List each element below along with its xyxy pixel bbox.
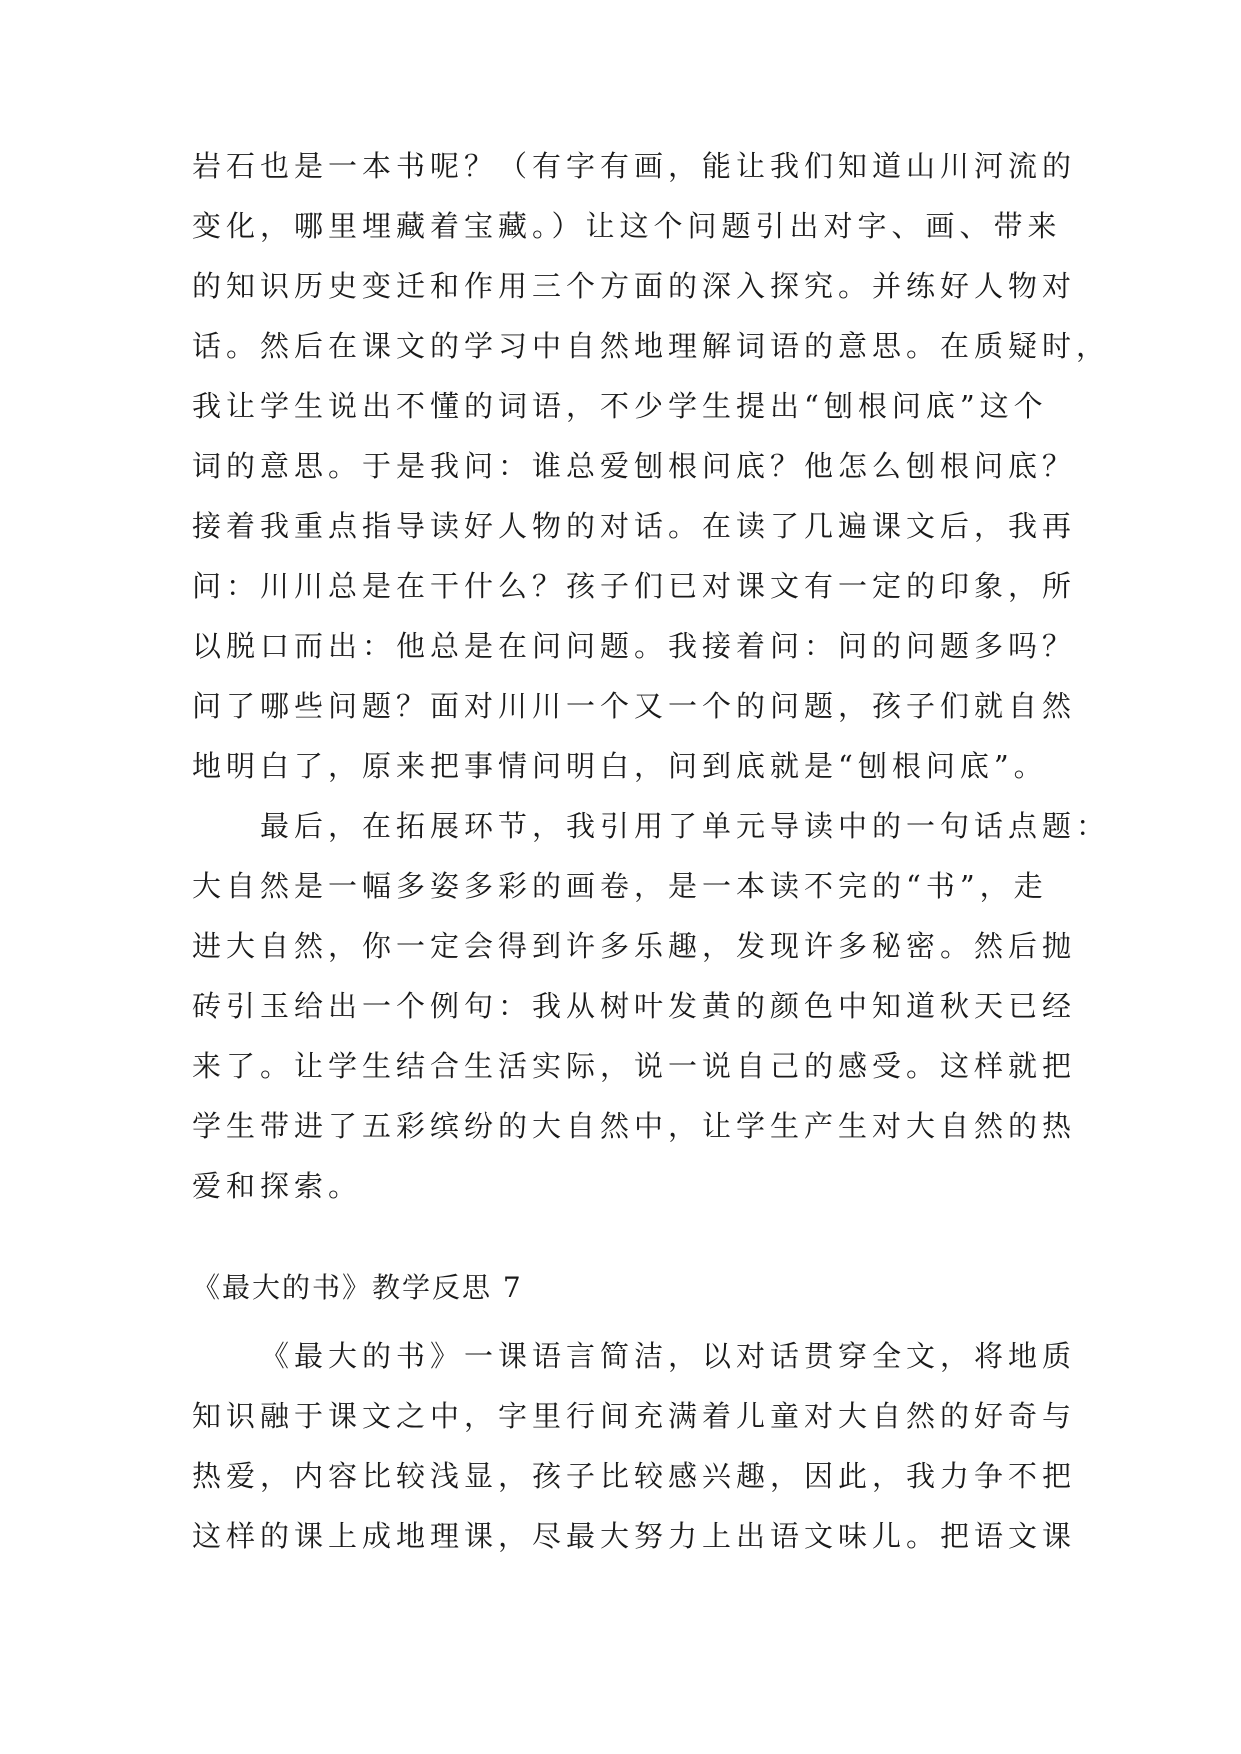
section-heading: 《最大的书》教学反思 7	[192, 1271, 523, 1304]
text-line: 爱和探索。	[192, 1169, 363, 1203]
text-line: 来了。让学生结合生活实际，说一说自己的感受。这样就把	[192, 1049, 1077, 1083]
text-line: 变化，哪里埋藏着宝藏。）让这个问题引出对字、画、带来	[192, 209, 1062, 243]
paragraph-reflection	[192, 1326, 1077, 1566]
paragraph-extension	[192, 796, 1111, 1216]
text-line: 接着我重点指导读好人物的对话。在读了几遍课文后，我再	[192, 509, 1077, 543]
text-line: 地明白了，原来把事情问明白，问到底就是“刨根问底”。	[192, 749, 1048, 783]
text-line: 岩石也是一本书呢？（有字有画，能让我们知道山川河流的	[192, 149, 1077, 183]
text-line: 话。然后在课文的学习中自然地理解词语的意思。在质疑时，	[192, 329, 1111, 363]
text-line: 大自然是一幅多姿多彩的画卷，是一本读不完的“书”，走	[192, 869, 1048, 903]
text-line: 最后，在拓展环节，我引用了单元导读中的一句话点题：	[260, 809, 1111, 843]
text-line: 我让学生说出不懂的词语，不少学生提出“刨根问底”这个	[192, 389, 1048, 423]
text-line: 热爱，内容比较浅显，孩子比较感兴趣，因此，我力争不把	[192, 1459, 1077, 1493]
text-line: 学生带进了五彩缤纷的大自然中，让学生产生对大自然的热	[192, 1109, 1077, 1143]
text-line: 进大自然，你一定会得到许多乐趣，发现许多秘密。然后抛	[192, 929, 1077, 963]
text-line: 问：川川总是在干什么？孩子们已对课文有一定的印象，所	[192, 569, 1077, 603]
text-line: 词的意思。于是我问：谁总爱刨根问底？他怎么刨根问底？	[192, 449, 1077, 483]
text-line: 《最大的书》一课语言简洁，以对话贯穿全文，将地质	[260, 1339, 1077, 1373]
text-line: 这样的课上成地理课，尽最大努力上出语文味儿。把语文课	[192, 1519, 1077, 1553]
paragraph-continued	[192, 136, 1111, 796]
text-line: 的知识历史变迁和作用三个方面的深入探究。并练好人物对	[192, 269, 1077, 303]
text-line: 以脱口而出：他总是在问问题。我接着问：问的问题多吗？	[192, 629, 1077, 663]
text-line: 砖引玉给出一个例句：我从树叶发黄的颜色中知道秋天已经	[192, 989, 1077, 1023]
text-line: 问了哪些问题？面对川川一个又一个的问题，孩子们就自然	[192, 689, 1077, 723]
text-line: 知识融于课文之中，字里行间充满着儿童对大自然的好奇与	[192, 1399, 1077, 1433]
